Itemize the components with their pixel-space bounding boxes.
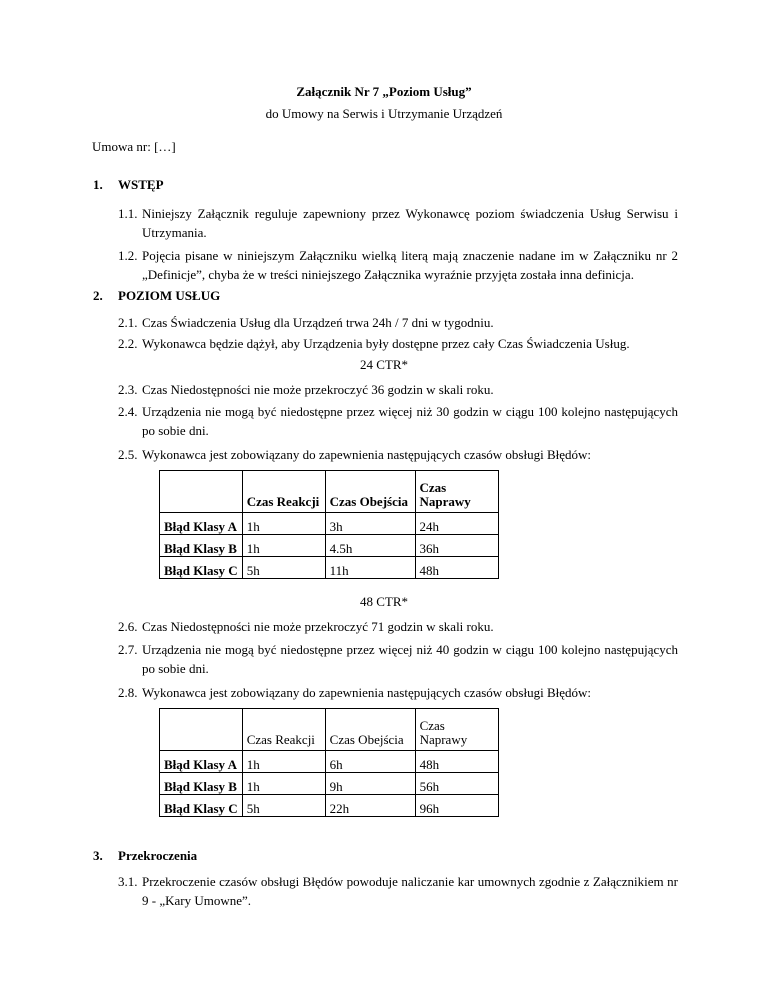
row-label: Błąd Klasy B xyxy=(160,535,243,557)
item-number: 2.2. xyxy=(118,336,138,351)
table-cell: 5h xyxy=(242,557,325,579)
table-cell: 48h xyxy=(415,557,499,579)
document-subtitle: do Umowy na Serwis i Utrzymanie Urządzeń xyxy=(265,106,503,121)
ctr-48-label: 48 CTR* xyxy=(359,594,409,609)
sla-table-48 xyxy=(159,708,499,817)
table-row xyxy=(160,795,499,817)
table-row xyxy=(160,513,499,535)
item-2-1 xyxy=(118,313,678,332)
item-2-5 xyxy=(118,445,678,464)
document-title: Załącznik Nr 7 „Poziom Usług” xyxy=(296,84,472,99)
section-3-title: Przekroczenia xyxy=(118,848,198,863)
table-cell: 1h xyxy=(242,535,325,557)
item-number: 2.3. xyxy=(118,382,138,397)
item-text: Urządzenia nie mogą być niedostępne przez więcej niż 30 godzin w ciągu 100 kolejno następujących po sobie dni. xyxy=(142,404,678,438)
item-1-2 xyxy=(118,246,678,284)
item-text: Czas Świadczenia Usług dla Urządzeń trwa 24h / 7 dni w tygodniu. xyxy=(142,315,494,330)
section-1-title: WSTĘP xyxy=(118,177,164,192)
item-number: 2.5. xyxy=(118,447,138,462)
section-2-title: POZIOM USŁUG xyxy=(118,288,221,303)
table-cell: 11h xyxy=(325,557,415,579)
item-3-1 xyxy=(118,872,678,910)
row-label: Błąd Klasy A xyxy=(160,751,243,773)
table-corner-cell xyxy=(160,471,243,513)
item-text: Niniejszy Załącznik reguluje zapewniony przez Wykonawcę poziom świadczenia Usług Serwisu i Utrzymania. xyxy=(142,206,678,240)
item-text: Urządzenia nie mogą być niedostępne przez więcej niż 40 godzin w ciągu 100 kolejno następujących po sobie dni. xyxy=(142,642,678,676)
table-cell: 24h xyxy=(415,513,499,535)
table-row xyxy=(160,557,499,579)
header-czas-naprawy: Czas Naprawy xyxy=(415,709,498,751)
table-header-row xyxy=(160,471,499,513)
item-number: 2.1. xyxy=(118,315,138,330)
table-row xyxy=(160,535,499,557)
header-czas-reakcji: Czas Reakcji xyxy=(242,709,325,751)
header-czas-obejscia: Czas Obejścia xyxy=(325,709,415,751)
item-2-3 xyxy=(118,380,678,399)
item-2-4 xyxy=(118,402,678,440)
table-row xyxy=(160,751,499,773)
table-header-row xyxy=(160,709,499,751)
table-cell: 96h xyxy=(415,795,498,817)
table-cell: 1h xyxy=(242,773,325,795)
item-text: Czas Niedostępności nie może przekroczyć 71 godzin w skali roku. xyxy=(142,619,494,634)
item-1-1 xyxy=(118,204,678,242)
table-cell: 5h xyxy=(242,795,325,817)
item-2-2 xyxy=(118,334,678,353)
item-2-8 xyxy=(118,683,678,702)
table-corner-cell xyxy=(160,709,243,751)
item-text: Czas Niedostępności nie może przekroczyć 36 godzin w skali roku. xyxy=(142,382,494,397)
table-cell: 1h xyxy=(242,513,325,535)
header-czas-obejscia: Czas Obejścia xyxy=(325,471,415,513)
table-cell: 56h xyxy=(415,773,498,795)
row-label: Błąd Klasy A xyxy=(160,513,243,535)
section-2-number: 2. xyxy=(93,288,103,303)
item-text: Przekroczenie czasów obsługi Błędów powoduje naliczanie kar umownych zgodnie z Załącznikiem nr 9 - „Kary Umowne”. xyxy=(142,874,678,908)
table-cell: 4.5h xyxy=(325,535,415,557)
item-number: 2.6. xyxy=(118,619,138,634)
item-number: 3.1. xyxy=(118,874,138,889)
table-cell: 1h xyxy=(242,751,325,773)
item-2-6 xyxy=(118,617,678,636)
item-text: Wykonawca jest zobowiązany do zapewnienia następujących czasów obsługi Błędów: xyxy=(142,685,592,700)
item-number: 1.1. xyxy=(118,206,138,221)
item-number: 1.2. xyxy=(118,248,138,263)
item-text: Wykonawca będzie dążył, aby Urządzenia były dostępne przez cały Czas Świadczenia Usług. xyxy=(142,336,630,351)
table-cell: 22h xyxy=(325,795,415,817)
sla-table-24 xyxy=(159,470,499,579)
item-number: 2.7. xyxy=(118,642,138,657)
table-cell: 48h xyxy=(415,751,498,773)
row-label: Błąd Klasy C xyxy=(160,557,243,579)
item-2-7 xyxy=(118,640,678,678)
table-cell: 9h xyxy=(325,773,415,795)
table-cell: 6h xyxy=(325,751,415,773)
item-number: 2.8. xyxy=(118,685,138,700)
section-3-number: 3. xyxy=(93,848,103,863)
ctr-24-label: 24 CTR* xyxy=(359,357,409,372)
header-czas-naprawy: Czas Naprawy xyxy=(415,471,499,513)
item-text: Wykonawca jest zobowiązany do zapewnienia następujących czasów obsługi Błędów: xyxy=(142,447,592,462)
section-1-number: 1. xyxy=(93,177,103,192)
table-row xyxy=(160,773,499,795)
row-label: Błąd Klasy B xyxy=(160,773,243,795)
table-cell: 36h xyxy=(415,535,499,557)
item-text: Pojęcia pisane w niniejszym Załączniku wielką literą mają znaczenie nadane im w Załączniku nr 2 „Definicje”, chyba że w treści niniejszego Załącznika wyraźnie przyjęta została inna definicja. xyxy=(142,248,678,282)
header-czas-reakcji: Czas Reakcji xyxy=(242,471,325,513)
contract-number: Umowa nr: […] xyxy=(92,139,176,154)
table-cell: 3h xyxy=(325,513,415,535)
row-label: Błąd Klasy C xyxy=(160,795,243,817)
item-number: 2.4. xyxy=(118,404,138,419)
